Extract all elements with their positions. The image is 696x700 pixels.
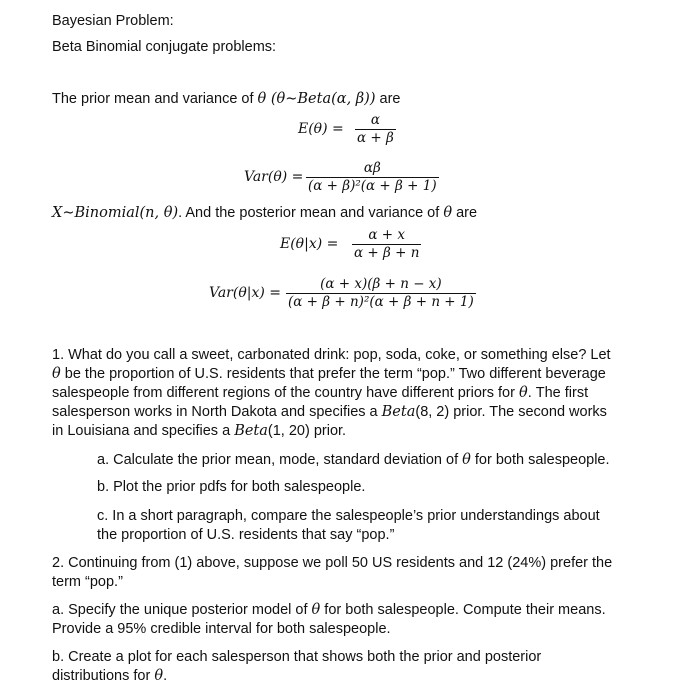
q2-part-a-line-1: a. Specify the unique posterior model of θ for both salespeople. Compute their means. <box>52 602 606 618</box>
post-var-lhs: Var(θ|x) = <box>209 285 282 301</box>
prior-intro-text-end: are <box>375 91 401 107</box>
q1-line-1: 1. What do you call a sweet, carbonated drink: pop, soda, coke, or something else? Let <box>52 347 611 363</box>
prior-intro-math: θ (θ∼Beta(α, β)) <box>257 91 376 107</box>
beta-symbol: Beta <box>381 404 416 420</box>
q1-part-c-line-2: the proportion of U.S. residents that say “pop.” <box>97 527 395 543</box>
likelihood-math: X∼Binomial(n, θ) <box>52 205 179 221</box>
post-var-fraction <box>286 276 476 311</box>
q1-line-5: in Louisiana and specifies a Beta(1, 20) prior. <box>52 423 347 439</box>
post-mean-fraction <box>352 227 421 262</box>
prior-intro-text: The prior mean and variance of <box>52 91 258 107</box>
prior-mean-lhs: E(θ) = <box>298 121 344 137</box>
q2-part-b-line-1: b. Create a plot for each salesperson that shows both the prior and posterior <box>52 649 542 665</box>
q1-part-b: b. Plot the prior pdfs for both salespeople. <box>97 479 366 495</box>
post-var-numerator: (α + x)(β + n − x) <box>320 276 442 292</box>
theta-symbol: θ <box>518 385 528 401</box>
q2-part-a-line-2: Provide a 95% credible interval for both salespeople. <box>52 621 391 637</box>
post-mean-lhs: E(θ|x) = <box>280 236 339 252</box>
doc-subtitle: Beta Binomial conjugate problems: <box>52 39 277 55</box>
q1-part-a: a. Calculate the prior mean, mode, standard deviation of θ for both salespeople. <box>97 452 610 468</box>
q1-line-4: salesperson works in North Dakota and specifies a Beta(8, 2) prior. The second works <box>52 404 607 420</box>
q1-line-3: salespeople from different regions of the country have different priors for θ. The first <box>52 385 589 401</box>
posterior-intro-text-end: are <box>452 205 478 221</box>
q1-line-2: θ be the proportion of U.S. residents that prefer the term “pop.” Two different beverage <box>52 366 606 382</box>
theta-symbol: θ <box>154 668 164 684</box>
theta-symbol: θ <box>52 366 61 382</box>
post-var-denominator: (α + β + n)²(α + β + n + 1) <box>288 294 474 310</box>
doc-title: Bayesian Problem: <box>52 13 174 29</box>
prior-intro <box>52 90 400 109</box>
q2-part-b-line-2: distributions for θ. <box>52 668 168 684</box>
prior-mean-fraction <box>355 112 396 147</box>
q2-line-2: term “pop.” <box>52 574 123 590</box>
prior-var-numerator: αβ <box>363 160 381 176</box>
beta-symbol: Beta <box>234 423 268 439</box>
q1-part-c-line-1: c. In a short paragraph, compare the salespeople’s prior understandings about <box>97 508 600 524</box>
theta-symbol: θ <box>443 205 453 221</box>
q2-line-1: 2. Continuing from (1) above, suppose we poll 50 US residents and 12 (24%) prefer the <box>52 555 613 571</box>
post-mean-numerator: α + x <box>368 227 406 243</box>
prior-var-denominator: (α + β)²(α + β + 1) <box>308 178 437 194</box>
theta-symbol: θ <box>311 602 321 618</box>
prior-mean-denominator: α + β <box>357 130 394 146</box>
prior-var-lhs: Var(θ) = <box>244 169 304 185</box>
post-mean-denominator: α + β + n <box>354 245 420 261</box>
theta-symbol: θ <box>462 452 471 468</box>
posterior-intro <box>52 204 477 223</box>
prior-var-fraction <box>306 160 439 195</box>
posterior-intro-text: . And the posterior mean and variance of <box>178 205 444 221</box>
prior-mean-numerator: α <box>370 112 380 128</box>
